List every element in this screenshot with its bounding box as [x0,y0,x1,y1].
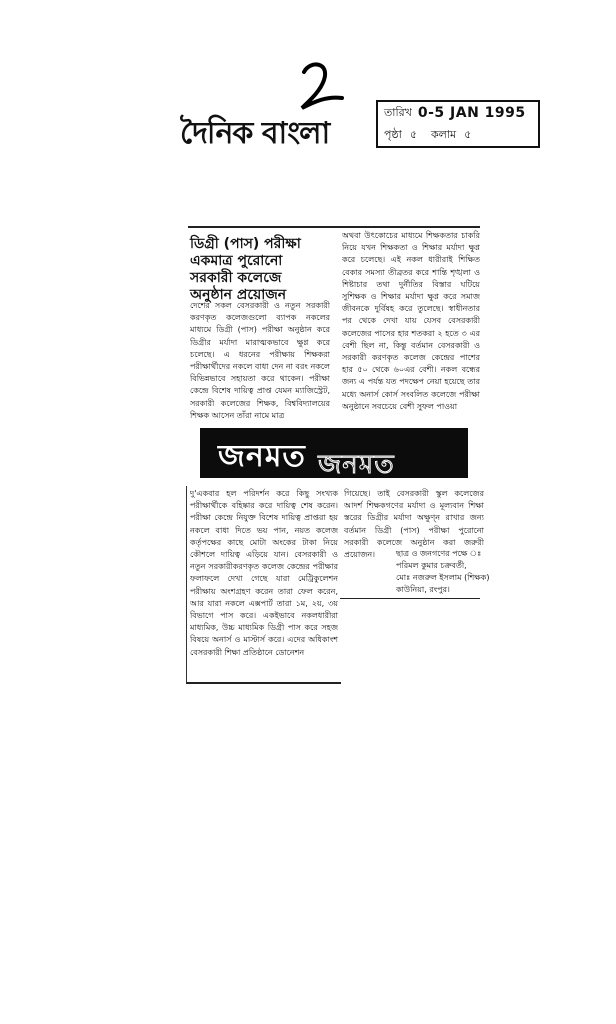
stamp-column-value: ৫ [464,127,472,141]
article-signature [396,548,496,596]
banner-outline-title: জনমত [318,450,395,478]
signature-line: পরিমল কুমার চক্রবর্তী, [396,561,467,570]
article-column-2 [342,230,480,420]
clipping-lower-right-rule [340,598,480,599]
newspaper-masthead: দৈনিক বাংলা [180,116,330,151]
stamp-page-value: ৫ [409,127,417,141]
signature-line: কাউনিয়া, রংপুর। [396,585,450,594]
section-banner [200,428,468,478]
stamp-date-row [378,102,538,124]
stamp-date-label: তারিখ [384,105,412,119]
stamp-page-row [378,124,538,146]
handwritten-page-mark [292,58,352,114]
banner-title: জনমত [218,439,306,474]
headline-line: অনুষ্ঠান প্রয়োজন [190,287,287,303]
article-headline [190,236,330,304]
article-column-3 [190,488,338,684]
headline-line: ডিগ্রী (পাস) পরীক্ষা [190,236,301,252]
stamp-column-label: কলাম [430,127,457,141]
column-text: দু'একবার হল পরিদর্শন করে কিছু সংখ্যক পরীক্ষার্থীকে বহিষ্কার করে দায়িত্ব শেষ করেন। পরীক্ষা কেন্দ্রে নিযুক্ত বিশেষ দায়িত্ব প্রাপ্তরা হয় নকলে বাধা দিতে ভয় পান, নয়ত কলেজ কর্তৃপক্ষের কাছে মোটা অংকের টাকা নিয়ে কৌশলে দায়িত্ব এড়িয়ে যান। বেসরকারী ও নতুন সরকারীকরণকৃত কলেজ কেন্দ্রের পরীক্ষার ফলাফলে দেখা গেছে যারা মেট্রিকুলেশন পরীক্ষায় অংশগ্রহণ করেন তারা ফেল করেন, আর যারা নকলে এক্সপার্ট তারা ১ম, ২য়, ৩য় বিভাগে পাস করে। একইভাবে নকলধারীরা মাধ্যমিক, উচ্চ মাধ্যমিক ডিগ্রী পাস করে সহজ বিষয়ে অনার্স ও মাস্টার্স করে। এদের অধিকাংশ বেসরকারী শিক্ষা প্রতিষ্ঠানে ডোনেশন [190,489,338,657]
stamp-page-label: পৃষ্ঠা [384,127,402,141]
stamp-date: 0-5 JAN 1995 [417,105,526,121]
signature-line: মোঃ নজরুল ইসলাম (শিক্ষক) [396,573,490,582]
headline-line: একমাত্র পুরোনো [190,253,283,269]
signature-line: ছাত্র ও জনগণের পক্ষে ঃ [396,549,482,558]
date-stamp [376,100,540,148]
column-text: দেশের সকল বেসরকারী ও নতুন সরকারী করণকৃত কলেজগুলো ব্যাপক নকলের মাধ্যমে ডিগ্রী (পাস) পরীক্ষা অনুষ্ঠান করে ডিগ্রীর মর্যাদা মারাত্মকভাবে ক্ষুণ্ণ করে চলেছে। এ ধরনের পরীক্ষায় শিক্ষকরা পরীক্ষার্থীদের নকলে বাধা দেন না বরং নকলে বিভিন্নভাবে সহায়তা করে থাকেন। পরীক্ষা কেন্দ্রে বিশেষ দায়িত্ব প্রাপ্ত যেমন ম্যাজিস্ট্রেট, সরকারী কলেজের শিক্ষক, বিশ্ববিদ্যালয়ের শিক্ষক আসেন তাঁরা নামে মাত্র [190,301,330,420]
column-text: গিয়েছে। তাই বেসরকারী স্কুল কলেজের আদর্শ শিক্ষকগণের মর্যাদা ও মূল্যবান শিক্ষা স্তরের ডিগ্রীর মর্যাদা অক্ষুণ্ন রাখার জন্য বর্তমান ডিগ্রী (পাস) পরীক্ষা পুরোনো সরকারী কলেজে অনুষ্ঠান করা জরুরী প্রয়োজন। [344,489,484,560]
column-text: অথবা উৎকোচের মাধ্যমে শিক্ষকতার চাকরি নিয়ে যখন শিক্ষকতা ও শিক্ষার মর্যাদা ক্ষুণ্ণ করে চলেছে। এই নকল ধারীরাই শিক্ষিত বেকার সমস্যা তীব্রতর করে শান্তি শৃঙ্খলা ও শিষ্টাচার তথা দুর্নীতির বিস্তার ঘটিয়ে সুশিক্ষক ও শিক্ষার মর্যাদা ক্ষুণ্ণ করে সমাজ জীবনকে দুর্বিষহ করে তুলেছে। স্বাধীনতার পর থেকে দেখা যায় যেসব বেসরকারী কলেজের পাসের হার শতকরা ২ হতে ৩ এর বেশী ছিল না, কিন্তু বর্তমান বেসরকারী ও সরকারী করণকৃত কলেজ কেন্দ্রের পাশের হার ৫০ থেকে ৬০এর বেশী। নকল বন্ধের জন্য এ পর্যন্ত যত পদক্ষেপ নেয়া হয়েছে তার মধ্যে অনার্স কোর্স সংবলিত কলেজে পরীক্ষা অনুষ্ঠানে সবচেয়ে বেশী সুফল পাওয়া [342,231,480,411]
article-column-1 [190,300,330,420]
headline-line: সরকারী কলেজে [190,270,282,286]
